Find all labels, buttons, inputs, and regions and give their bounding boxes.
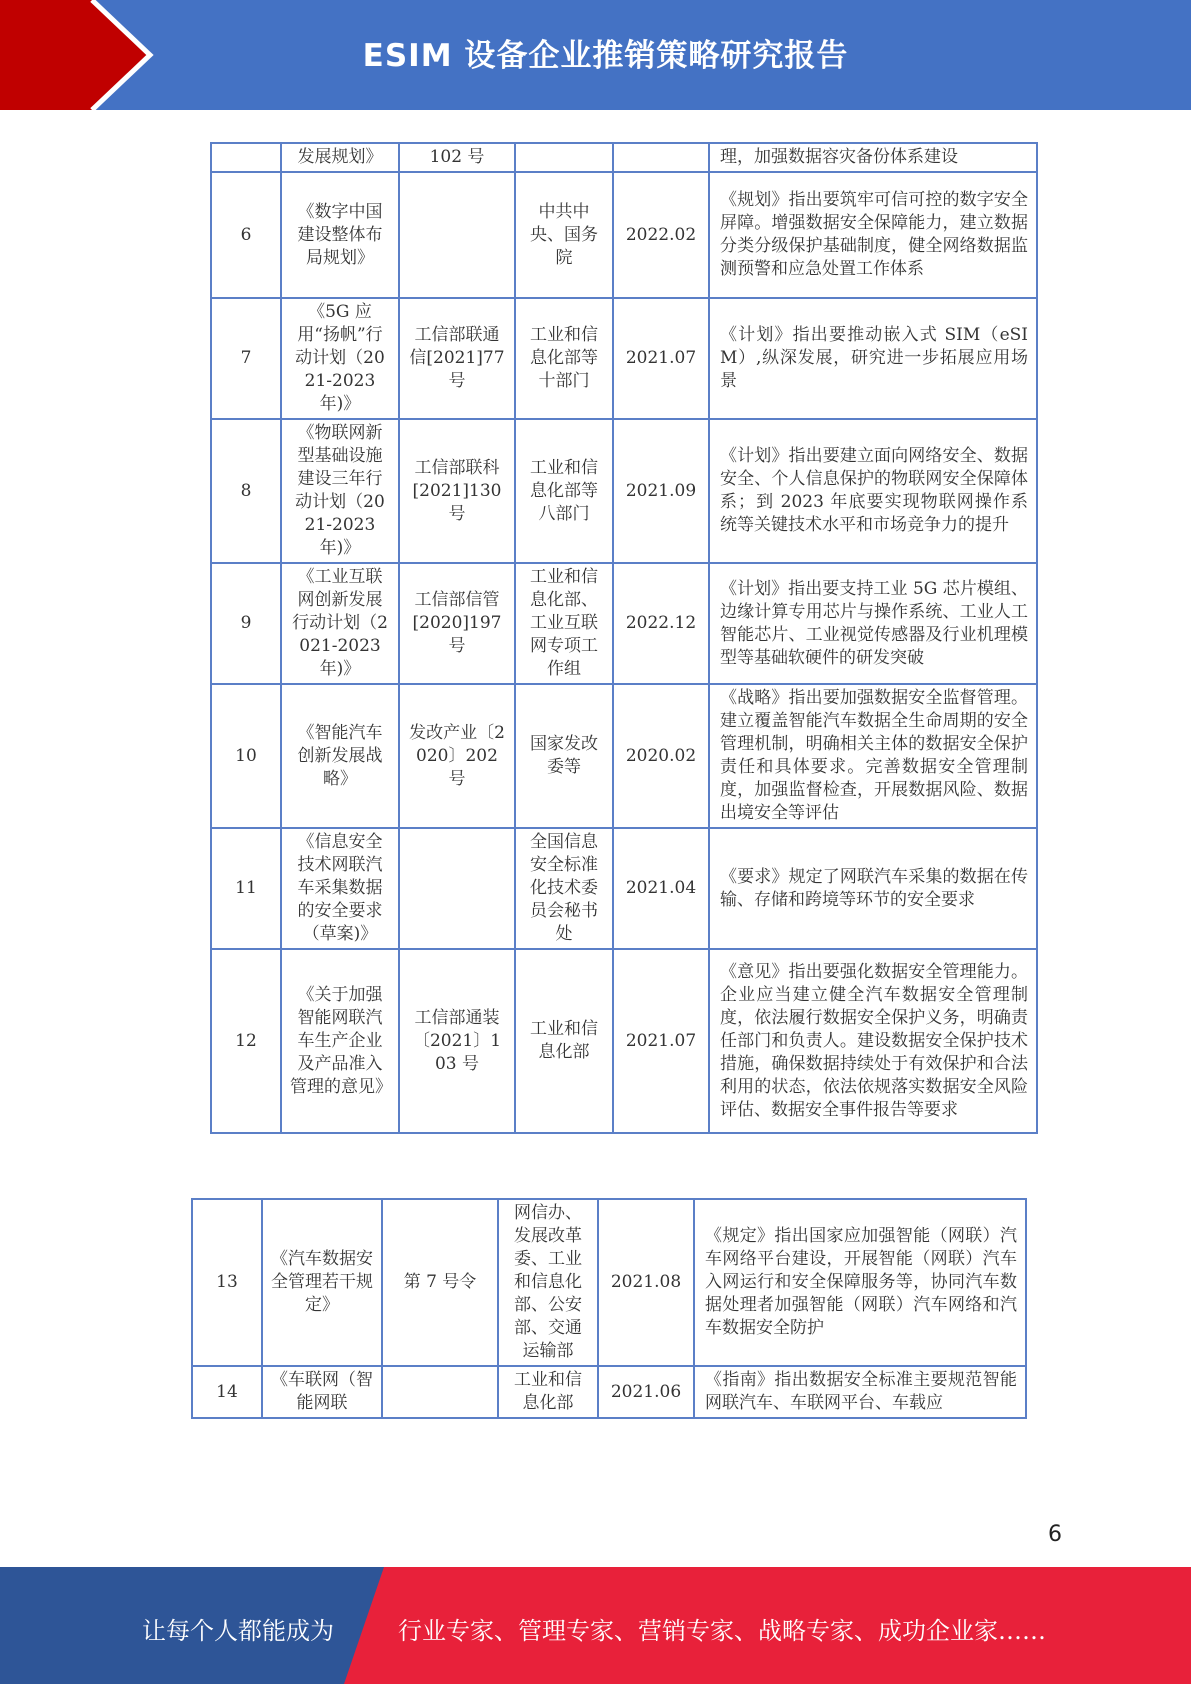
policy-content: 《战略》指出要加强数据安全监督管理。建立覆盖智能汽车数据全生命周期的安全管理机制，明确相关主体的数据安全保护责任和具体要求。完善数据安全管理制度，加强监督检查，开展数据风险、数据出境安全等评估 xyxy=(709,684,1037,828)
policy-name: 《汽车数据安全管理若干规定》 xyxy=(262,1199,382,1366)
issue-date: 2021.04 xyxy=(613,828,709,949)
policy-content: 《计划》指出要建立面向网络安全、数据安全、个人信息保护的物联网安全保障体系；到 2023 年底要实现物联网操作系统等关键技术水平和市场竞争力的提升 xyxy=(709,419,1037,563)
issuing-authority xyxy=(515,143,613,172)
row-number: 12 xyxy=(211,949,281,1133)
policy-name: 发展规划》 xyxy=(281,143,399,172)
issuing-authority: 工业和信息化部 xyxy=(515,949,613,1133)
row-number: 11 xyxy=(211,828,281,949)
table-row xyxy=(211,684,1037,828)
issuing-authority: 国家发改委等 xyxy=(515,684,613,828)
issue-date: 2021.09 xyxy=(613,419,709,563)
policy-content: 《规划》指出要筑牢可信可控的数字安全屏障。增强数据安全保障能力，建立数据分类分级保护基础制度，健全网络数据监测预警和应急处置工作体系 xyxy=(709,172,1037,298)
policy-table-1 xyxy=(210,142,1038,1134)
issue-date: 2021.07 xyxy=(613,949,709,1133)
policy-name: 《数字中国建设整体布局规划》 xyxy=(281,172,399,298)
table-row xyxy=(211,828,1037,949)
table-row xyxy=(211,143,1037,172)
row-number: 10 xyxy=(211,684,281,828)
table-row xyxy=(192,1199,1026,1366)
policy-name: 《关于加强智能网联汽车生产企业及产品准入管理的意见》 xyxy=(281,949,399,1133)
table-row xyxy=(211,419,1037,563)
footer-slogan-right: 行业专家、管理专家、营销专家、战略专家、成功企业家…… xyxy=(398,1617,1046,1645)
issue-date xyxy=(613,143,709,172)
table-row xyxy=(211,949,1037,1133)
policy-table-2 xyxy=(191,1198,1027,1419)
policy-content: 《规定》指出国家应加强智能（网联）汽车网络平台建设，开展智能（网联）汽车入网运行和安全保障服务等，协同汽车数据处理者加强智能（网联）汽车网络和汽车数据安全防护 xyxy=(694,1199,1026,1366)
issuing-authority: 工业和信息化部等八部门 xyxy=(515,419,613,563)
document-number xyxy=(399,172,515,298)
document-number: 工信部联科[2021]130 号 xyxy=(399,419,515,563)
page-footer xyxy=(0,1567,1191,1684)
page-number: 6 xyxy=(1048,1522,1062,1547)
document-number: 工信部信管[2020]197 号 xyxy=(399,563,515,684)
policy-content: 《要求》规定了网联汽车采集的数据在传输、存储和跨境等环节的安全要求 xyxy=(709,828,1037,949)
policy-name: 《信息安全技术网联汽车采集数据的安全要求（草案)》 xyxy=(281,828,399,949)
policy-name: 《工业互联网创新发展行动计划（2021-2023 年)》 xyxy=(281,563,399,684)
report-title: ESIM 设备企业推销策略研究报告 xyxy=(362,38,849,74)
policy-content: 理，加强数据容灾备份体系建设 xyxy=(709,143,1037,172)
issuing-authority: 工业和信息化部等十部门 xyxy=(515,298,613,419)
issue-date: 2022.02 xyxy=(613,172,709,298)
table-row xyxy=(211,563,1037,684)
row-number xyxy=(211,143,281,172)
issuing-authority: 工业和信息化部 xyxy=(498,1366,598,1418)
table-row xyxy=(211,172,1037,298)
header-red-arrow xyxy=(0,0,160,110)
row-number: 6 xyxy=(211,172,281,298)
policy-content: 《计划》指出要推动嵌入式 SIM（eSIM）,纵深发展，研究进一步拓展应用场景 xyxy=(709,298,1037,419)
row-number: 14 xyxy=(192,1366,262,1418)
footer-slogan-left: 让每个人都能成为 xyxy=(142,1617,334,1645)
document-number: 第 7 号令 xyxy=(382,1199,498,1366)
issue-date: 2021.08 xyxy=(598,1199,694,1366)
policy-content: 《计划》指出要支持工业 5G 芯片模组、边缘计算专用芯片与操作系统、工业人工智能芯片、工业视觉传感器及行业机理模型等基础软硬件的研发突破 xyxy=(709,563,1037,684)
document-number: 工信部通装〔2021〕103 号 xyxy=(399,949,515,1133)
row-number: 7 xyxy=(211,298,281,419)
document-number xyxy=(399,828,515,949)
table-row xyxy=(192,1366,1026,1418)
policy-name: 《车联网（智能网联 xyxy=(262,1366,382,1418)
issuing-authority: 全国信息安全标准化技术委员会秘书处 xyxy=(515,828,613,949)
policy-content: 《意见》指出要强化数据安全管理能力。企业应当建立健全汽车数据安全管理制度，依法履行数据安全保护义务，明确责任部门和负责人。建设数据安全保护技术措施，确保数据持续处于有效保护和合法利用的状态，依法依规落实数据安全风险评估、数据安全事件报告等要求 xyxy=(709,949,1037,1133)
issue-date: 2021.06 xyxy=(598,1366,694,1418)
page-header xyxy=(0,0,1191,110)
document-number: 102 号 xyxy=(399,143,515,172)
row-number: 8 xyxy=(211,419,281,563)
document-number: 发改产业〔2020〕202 号 xyxy=(399,684,515,828)
issue-date: 2021.07 xyxy=(613,298,709,419)
issuing-authority: 工业和信息化部、工业互联网专项工作组 xyxy=(515,563,613,684)
issuing-authority: 中共中央、国务院 xyxy=(515,172,613,298)
issuing-authority: 网信办、发展改革委、工业和信息化部、公安部、交通运输部 xyxy=(498,1199,598,1366)
issue-date: 2022.12 xyxy=(613,563,709,684)
issue-date: 2020.02 xyxy=(613,684,709,828)
policy-name: 《物联网新型基础设施建设三年行动计划（2021-2023 年)》 xyxy=(281,419,399,563)
row-number: 9 xyxy=(211,563,281,684)
policy-name: 《5G 应用“扬帆”行动计划（2021-2023 年)》 xyxy=(281,298,399,419)
policy-name: 《智能汽车创新发展战略》 xyxy=(281,684,399,828)
table-row xyxy=(211,298,1037,419)
row-number: 13 xyxy=(192,1199,262,1366)
document-number: 工信部联通信[2021]77 号 xyxy=(399,298,515,419)
document-number xyxy=(382,1366,498,1418)
policy-content: 《指南》指出数据安全标准主要规范智能网联汽车、车联网平台、车载应 xyxy=(694,1366,1026,1418)
